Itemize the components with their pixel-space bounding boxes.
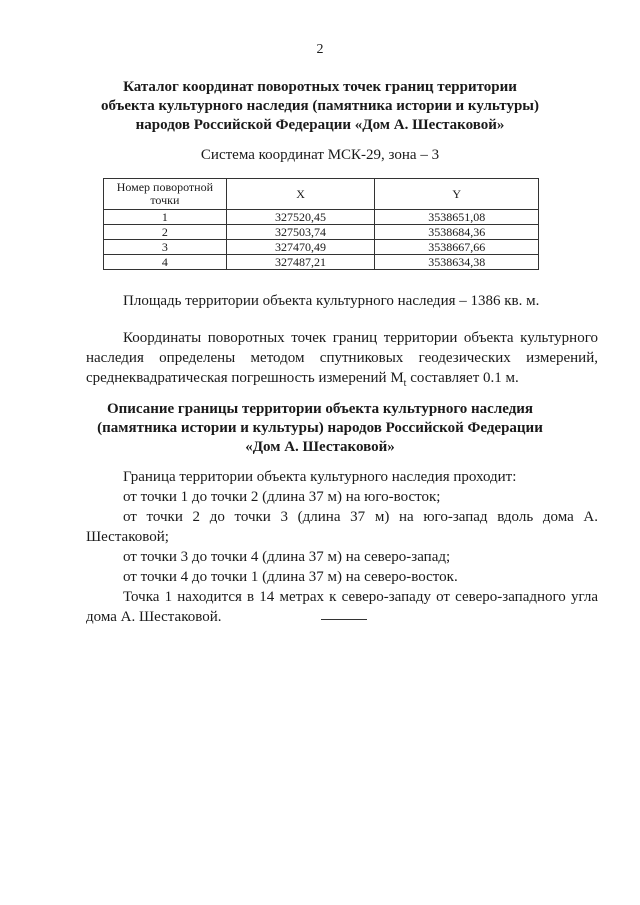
border-segment: от точки 1 до точки 2 (длина 37 м) на юго-восток; xyxy=(123,489,441,505)
border-segment: от точки 3 до точки 4 (длина 37 м) на северо-запад; xyxy=(123,549,451,565)
catalog-heading-line: народов Российской Федерации «Дом А. Шестаковой» xyxy=(135,117,505,133)
catalog-heading-line: Каталог координат поворотных точек границ территории xyxy=(123,79,517,95)
cell-y: 3538651,08 xyxy=(375,210,539,225)
column-header-y: Y xyxy=(375,179,539,210)
cell-x: 327487,21 xyxy=(226,255,375,270)
catalog-heading xyxy=(60,78,580,135)
cell-y: 3538667,66 xyxy=(375,240,539,255)
table-row xyxy=(104,210,539,225)
catalog-heading-line: объекта культурного наследия (памятника истории и культуры) xyxy=(100,98,539,114)
column-header-x: X xyxy=(226,179,375,210)
column-header-point-number: Номер поворотной точки xyxy=(104,179,227,210)
description-heading-line: «Дом А. Шестаковой» xyxy=(245,439,395,455)
border-segment: от точки 4 до точки 1 (длина 37 м) на северо-восток. xyxy=(123,569,458,585)
border-intro: Граница территории объекта культурного наследия проходит: xyxy=(123,469,517,485)
cell-x: 327503,74 xyxy=(226,225,375,240)
cell-x: 327520,45 xyxy=(226,210,375,225)
description-heading-line: Описание границы территории объекта культурного наследия xyxy=(106,401,534,417)
table-row xyxy=(104,225,539,240)
table-header-row xyxy=(104,179,539,210)
method-paragraph xyxy=(86,328,598,394)
cell-y: 3538634,38 xyxy=(375,255,539,270)
border-note: Точка 1 находится в 14 метрах к северо-западу от северо-западного угла дома А. Шестаковой. xyxy=(86,589,598,625)
description-heading-line: (памятника истории и культуры) народов Российской Федерации xyxy=(97,420,543,436)
area-paragraph: Площадь территории объекта культурного наследия – 1386 кв. м. xyxy=(123,293,540,309)
table-row xyxy=(104,240,539,255)
border-segment: от точки 2 до точки 3 (длина 37 м) на юго-запад вдоль дома А. Шестаковой; xyxy=(86,509,598,545)
cell-x: 327470,49 xyxy=(226,240,375,255)
cell-point-number: 2 xyxy=(104,225,227,240)
table-row xyxy=(104,255,539,270)
coordinate-system-label: Система координат МСК-29, зона – 3 xyxy=(200,147,440,163)
method-text-end: составляет 0.1 м. xyxy=(406,370,519,386)
cell-point-number: 1 xyxy=(104,210,227,225)
method-subscript: t xyxy=(403,378,407,389)
description-heading xyxy=(60,400,580,457)
method-text: Координаты поворотных точек границ территории объекта культурного наследия определены методом спутниковых геодезических измерений, среднеквадратическая погрешность измерений M xyxy=(86,330,598,386)
border-description xyxy=(86,467,598,627)
coordinates-table xyxy=(103,178,539,270)
end-divider xyxy=(321,619,367,620)
cell-point-number: 4 xyxy=(104,255,227,270)
cell-point-number: 3 xyxy=(104,240,227,255)
page-number: 2 xyxy=(316,42,324,57)
cell-y: 3538684,36 xyxy=(375,225,539,240)
